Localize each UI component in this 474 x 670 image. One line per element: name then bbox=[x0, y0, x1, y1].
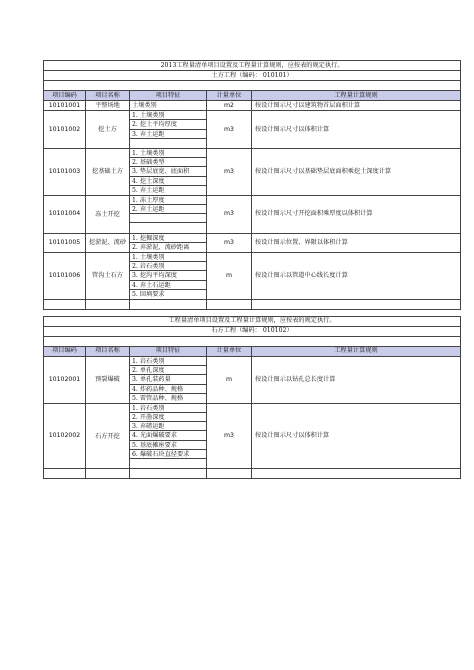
item-code: 10101001 bbox=[44, 101, 86, 111]
item-name: 挖土方 bbox=[86, 111, 130, 149]
blank-cell bbox=[130, 469, 207, 479]
item-name: 平整场地 bbox=[86, 101, 130, 111]
feature-line: 1. 土壤类别 bbox=[130, 111, 206, 120]
earthwork-table bbox=[43, 60, 461, 310]
item-name: 挖基础土方 bbox=[86, 148, 130, 195]
item-code: 10102002 bbox=[44, 403, 86, 468]
feature-line: 5. 回填要求 bbox=[132, 290, 165, 298]
feature-line: 1. 挖掘深度 bbox=[130, 234, 206, 243]
feature-line: 2. 基础类型 bbox=[130, 158, 206, 167]
item-unit: m2 bbox=[207, 101, 252, 111]
column-header: 项目名称 bbox=[86, 346, 130, 356]
column-header: 计量单位 bbox=[207, 91, 252, 101]
feature-line: 2. 弃土运距 bbox=[130, 205, 206, 214]
item-rule: 按设计图示尺寸以体积计算 bbox=[252, 403, 461, 468]
blank-cell bbox=[207, 299, 252, 309]
feature-line: 2. 开凿深度 bbox=[130, 413, 206, 422]
column-header: 工程量计算规则 bbox=[252, 91, 461, 101]
section-title: 2013工程量清单项目设置及工程量计算规则，应按表的规定执行。 bbox=[44, 61, 461, 71]
feature-line: 3. 挖沟平均深度 bbox=[130, 271, 206, 280]
rockwork-table bbox=[43, 316, 461, 479]
item-rule: 按设计图示以管道中心线长度计算 bbox=[252, 253, 461, 300]
item-rule: 按设计图示位置、界限以体积计算 bbox=[252, 233, 461, 252]
item-name: 管沟土石方 bbox=[86, 253, 130, 300]
item-unit: m bbox=[207, 253, 252, 300]
item-features bbox=[130, 356, 207, 403]
item-features bbox=[130, 253, 207, 300]
item-rule: 按设计图示尺寸以建筑物首层面积计算 bbox=[252, 101, 461, 111]
feature-line bbox=[130, 223, 206, 232]
blank-cell bbox=[44, 469, 86, 479]
item-unit: m bbox=[207, 356, 252, 403]
item-code: 10101006 bbox=[44, 253, 86, 300]
item-unit: m3 bbox=[207, 148, 252, 195]
table-row bbox=[44, 356, 461, 403]
column-header: 工程量计算规则 bbox=[252, 346, 461, 356]
item-name: 预裂爆破 bbox=[86, 356, 130, 403]
item-unit: m3 bbox=[207, 233, 252, 252]
feature-line: 2. 单孔深度 bbox=[130, 366, 206, 375]
blank-row bbox=[44, 336, 461, 346]
item-features bbox=[130, 111, 207, 149]
table-row bbox=[44, 111, 461, 149]
item-rule: 按设计图示尺寸以体积计算 bbox=[252, 111, 461, 149]
item-unit: m3 bbox=[207, 111, 252, 149]
column-header: 项目编码 bbox=[44, 91, 86, 101]
feature-line: 5. 雷管品种、规格 bbox=[132, 394, 184, 402]
item-features bbox=[130, 148, 207, 195]
item-code: 10101002 bbox=[44, 111, 86, 149]
feature-line: 1. 冻土厚度 bbox=[130, 196, 206, 205]
feature-line: 3. 垫层底宽、底面积 bbox=[130, 167, 206, 176]
feature-line: 4. 弃土石运距 bbox=[130, 281, 206, 290]
blank-cell bbox=[252, 299, 461, 309]
feature-line: 4. 光面爆破要求 bbox=[130, 431, 206, 440]
blank-cell bbox=[44, 299, 86, 309]
item-rule: 按设计图示尺寸以基础垫层底面积乘挖土深度计算 bbox=[252, 148, 461, 195]
feature-line bbox=[130, 459, 206, 468]
item-features bbox=[130, 403, 207, 468]
item-rule: 按设计图示以钻孔总长度计算 bbox=[252, 356, 461, 403]
feature-line: 3. 弃碴运距 bbox=[130, 422, 206, 431]
feature-line: 2. 弃淤泥、流砂距离 bbox=[132, 243, 190, 251]
item-rule: 按设计图示尺寸开挖面积乘厚度以体积计算 bbox=[252, 195, 461, 233]
blank-cell bbox=[207, 469, 252, 479]
blank-cell bbox=[130, 299, 207, 309]
section-subtitle: 石方工程（编码： 010102） bbox=[44, 326, 461, 336]
feature-line: 6. 爆破石块直径要求 bbox=[130, 450, 206, 459]
blank-cell bbox=[252, 469, 461, 479]
table-row bbox=[44, 101, 461, 111]
blank-row bbox=[44, 81, 461, 91]
blank-cell bbox=[86, 469, 130, 479]
section-subtitle: 土方工程（编码： 010101） bbox=[44, 71, 461, 81]
item-name: 石方开挖 bbox=[86, 403, 130, 468]
item-code: 10102001 bbox=[44, 356, 86, 403]
feature-line: 3. 弃土运距 bbox=[130, 130, 206, 139]
blank-cell bbox=[86, 299, 130, 309]
feature-line: 2. 岩石类别 bbox=[130, 262, 206, 271]
item-unit: m3 bbox=[207, 195, 252, 233]
column-header: 项目特征 bbox=[130, 346, 207, 356]
feature-line: 5. 弃土运距 bbox=[132, 186, 165, 194]
column-header: 项目编码 bbox=[44, 346, 86, 356]
feature-line: 1. 岩石类别 bbox=[130, 357, 206, 366]
column-header: 项目名称 bbox=[86, 91, 130, 101]
item-code: 10101003 bbox=[44, 148, 86, 195]
item-name: 挖淤泥、流砂 bbox=[86, 233, 130, 252]
feature-line: 5. 基底摊座要求 bbox=[130, 441, 206, 450]
table-row bbox=[44, 233, 461, 252]
spreadsheet bbox=[43, 60, 460, 479]
item-code: 10101005 bbox=[44, 233, 86, 252]
table-row bbox=[44, 195, 461, 233]
feature-line: 3. 单孔装药量 bbox=[130, 375, 206, 384]
item-features bbox=[130, 195, 207, 233]
item-features bbox=[130, 101, 207, 111]
feature-line: 1. 土壤类别 bbox=[130, 149, 206, 158]
table-row bbox=[44, 253, 461, 300]
column-header: 计量单位 bbox=[207, 346, 252, 356]
table-row bbox=[44, 148, 461, 195]
item-features bbox=[130, 233, 207, 252]
column-header: 项目特征 bbox=[130, 91, 207, 101]
feature-line: 4. 炸药品种、规格 bbox=[130, 385, 206, 394]
item-unit: m3 bbox=[207, 403, 252, 468]
feature-line: 1. 岩石类别 bbox=[130, 404, 206, 413]
feature-line: 1. 土壤类别 bbox=[130, 253, 206, 262]
table-row bbox=[44, 403, 461, 468]
feature-line: 2. 挖土平均厚度 bbox=[130, 120, 206, 129]
item-code: 10101004 bbox=[44, 195, 86, 233]
feature-line: 4. 挖土深度 bbox=[130, 177, 206, 186]
feature-line: 土壤类别 bbox=[132, 102, 157, 109]
feature-line bbox=[130, 139, 206, 148]
item-name: 冻土开挖 bbox=[86, 195, 130, 233]
section-title: 工程量清单项目设置及工程量计算规则，应按表的规定执行。 bbox=[44, 316, 461, 326]
feature-line bbox=[130, 214, 206, 223]
